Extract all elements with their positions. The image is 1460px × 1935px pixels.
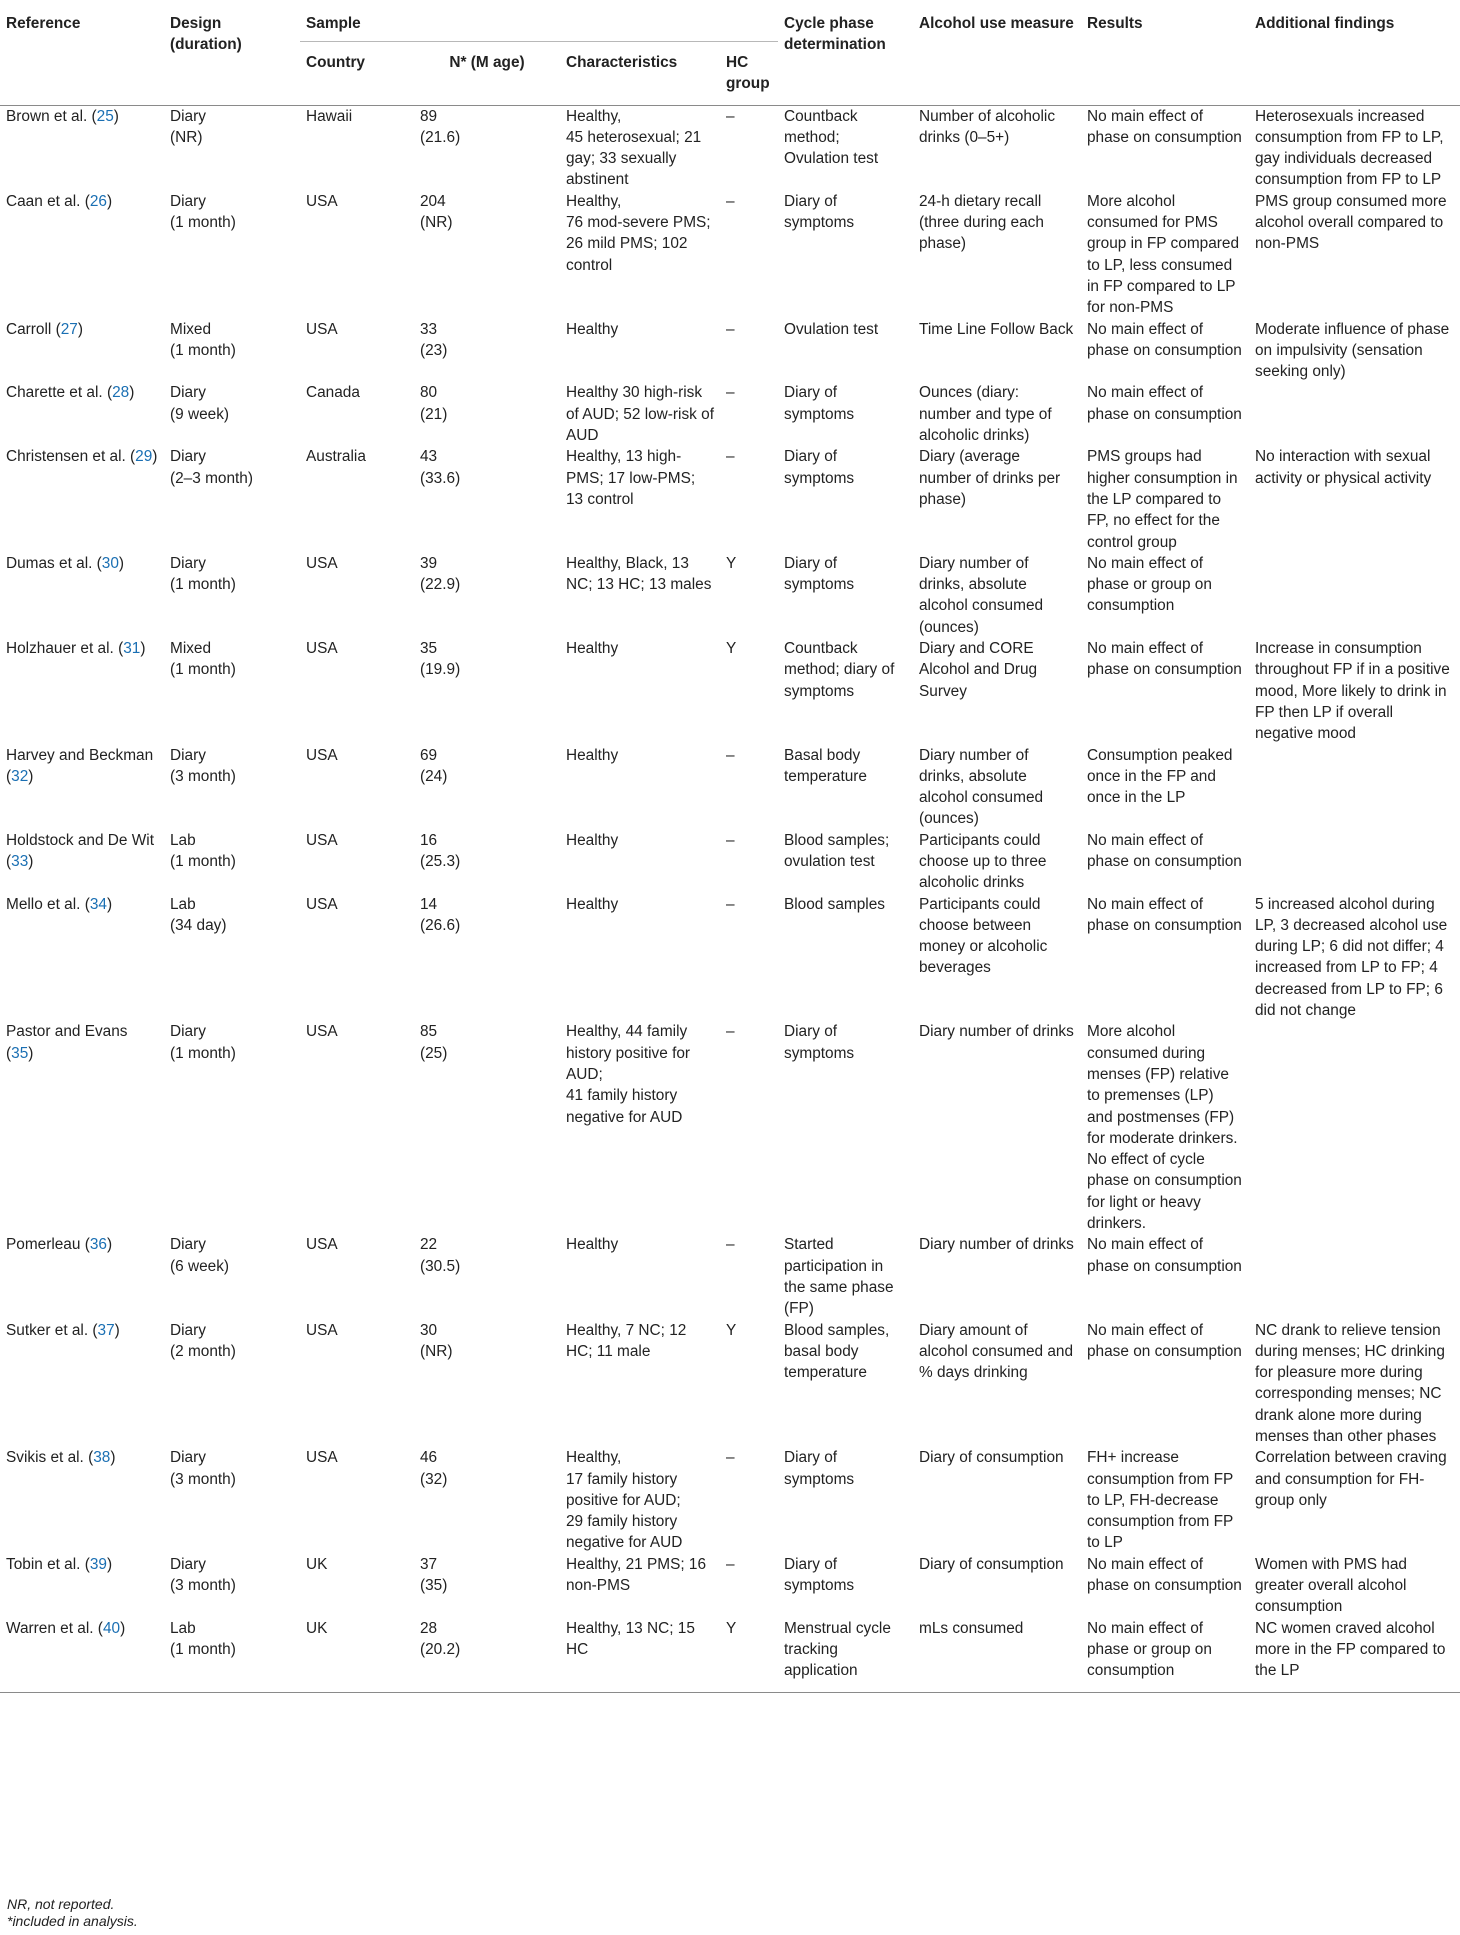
header-hc: HC group [720, 42, 778, 106]
cell-alcohol-measure: Diary amount of alcohol consumed and % days drinking [919, 1321, 1074, 1382]
cell-design: Lab (34 day) [170, 895, 227, 934]
cell-alcohol-measure: Participants could choose up to three alcoholic drinks [919, 831, 1047, 892]
cell-characteristics: Healthy, 44 family history positive for AUD; 41 family history negative for AUD [566, 1023, 691, 1126]
cell-hc: – [726, 746, 735, 764]
cell-design: Diary (6 week) [170, 1236, 230, 1275]
citation-link[interactable]: 30 [101, 554, 119, 572]
cell-n: 14 (26.6) [420, 895, 461, 934]
cell-additional: PMS group consumed more alcohol overall compared to non-PMS [1255, 192, 1447, 253]
header-n: N* (M age) [414, 42, 560, 106]
cell-country: USA [306, 1236, 338, 1254]
table-notes [7, 1896, 138, 1930]
header-country: Country [300, 42, 414, 106]
cell-n: 35 (19.9) [420, 640, 461, 679]
citation-link[interactable]: 25 [96, 107, 114, 125]
cell-n: 69 (24) [420, 746, 448, 785]
cell-results: No main effect of phase or group on consumption [1087, 554, 1212, 615]
table-row [0, 830, 1460, 894]
cell-reference: Mello et al. (34) [6, 895, 113, 913]
cell-country: Hawaii [306, 107, 353, 125]
cell-cycle-phase: Diary of symptoms [784, 1555, 855, 1595]
cell-reference: Pomerleau (36) [6, 1236, 113, 1254]
cell-characteristics: Healthy, 45 heterosexual; 21 gay; 33 sexually abstinent [566, 107, 702, 189]
table-row [0, 191, 1460, 319]
citation-link[interactable]: 34 [89, 895, 107, 913]
cell-hc: – [726, 1555, 735, 1573]
cell-hc: – [726, 1023, 735, 1041]
header-additional: Additional findings [1249, 0, 1460, 105]
cell-reference: Svikis et al. (38) [6, 1449, 116, 1467]
cell-results: Consumption peaked once in the FP and once in the LP [1087, 746, 1233, 807]
cell-hc: Y [726, 1321, 737, 1339]
table-row [0, 319, 1460, 383]
table-row [0, 553, 1460, 638]
table-row [0, 745, 1460, 830]
header-reference: Reference [0, 0, 164, 105]
cell-results: No main effect of phase or group on consumption [1081, 1618, 1249, 1692]
cell-design: Lab (1 month) [170, 831, 236, 870]
cell-alcohol-measure: Diary number of drinks [919, 1023, 1074, 1041]
cell-additional: Moderate influence of phase on impulsivity (sensation seeking only) [1255, 320, 1450, 381]
table-row [0, 1234, 1460, 1319]
header-alcohol-measure: Alcohol use measure [913, 0, 1081, 105]
cell-results: No main effect of phase on consumption [1087, 384, 1242, 423]
cell-design: Diary (1 month) [170, 192, 236, 232]
cell-characteristics: Healthy [566, 640, 619, 658]
cell-cycle-phase: Blood samples; ovulation test [784, 831, 890, 870]
cell-country: USA [306, 554, 338, 572]
cell-n: 89 (21.6) [420, 107, 461, 146]
cell-results: No main effect of phase on consumption [1087, 1236, 1242, 1275]
cell-country: USA [306, 746, 338, 764]
note-included: *included in analysis. [7, 1913, 138, 1929]
cell-hc: Y [726, 554, 737, 572]
cell-additional: 5 increased alcohol during LP, 3 decreased alcohol use during LP; 6 did not differ; 4 increased from LP to FP; 4 decreased from LP to FP; 6 did not change [1255, 895, 1448, 1020]
cell-hc: – [726, 384, 735, 402]
cell-characteristics: Healthy [566, 320, 619, 338]
cell-design: Diary (NR) [170, 107, 206, 146]
cell-hc: – [726, 107, 735, 125]
cell-reference: Warren et al. (40) [0, 1618, 164, 1692]
cell-results: No main effect of phase on consumption [1087, 107, 1242, 146]
cell-cycle-phase: Menstrual cycle tracking application [778, 1618, 913, 1692]
cell-characteristics: Healthy 30 high-risk of AUD; 52 low-risk of AUD [566, 384, 714, 445]
cell-reference: Pastor and Evans (35) [6, 1023, 128, 1062]
citation-link[interactable]: 26 [89, 192, 107, 210]
citation-link[interactable]: 35 [11, 1044, 29, 1062]
header-sample: Sample [300, 0, 778, 42]
citation-link[interactable]: 40 [102, 1619, 121, 1637]
citation-link[interactable]: 29 [135, 448, 153, 466]
cell-hc: – [726, 1449, 735, 1467]
cell-n: 37 (35) [420, 1555, 448, 1595]
cell-results: No main effect of phase on consumption [1087, 895, 1242, 934]
cell-additional: Correlation between craving and consumption for FH- group only [1255, 1449, 1447, 1509]
cell-cycle-phase: Countback method; Ovulation test [784, 107, 879, 168]
cell-results: No main effect of phase on consumption [1087, 1555, 1242, 1595]
cell-design: Diary (1 month) [170, 1023, 236, 1062]
cell-alcohol-measure: Diary number of drinks [919, 1236, 1074, 1254]
cell-cycle-phase: Diary of symptoms [784, 1023, 855, 1062]
cell-country: USA [306, 1321, 338, 1339]
cell-alcohol-measure: Diary and CORE Alcohol and Drug Survey [919, 640, 1038, 700]
cell-reference: Caan et al. (26) [6, 192, 113, 210]
citation-link[interactable]: 28 [112, 384, 130, 402]
cell-n: 43 (33.6) [420, 448, 461, 487]
cell-additional: NC drank to relieve tension during menses; HC drinking for pleasure more during corresponding menses; NC drank alone more during menses than other phases [1255, 1321, 1445, 1445]
cell-design: Diary (1 month) [170, 554, 236, 594]
table-row [0, 1554, 1460, 1618]
cell-results: FH+ increase consumption from FP to LP, FH-decrease consumption from FP to LP [1087, 1449, 1233, 1552]
cell-hc: – [726, 448, 735, 466]
cell-characteristics: Healthy [566, 895, 619, 913]
cell-additional [1249, 830, 1460, 894]
citation-link[interactable]: 39 [89, 1555, 107, 1573]
cell-alcohol-measure: Diary number of drinks, absolute alcohol consumed (ounces) [919, 746, 1044, 828]
cell-country: USA [306, 895, 338, 913]
cell-characteristics: Healthy [566, 831, 619, 849]
cell-alcohol-measure: Diary of consumption [919, 1555, 1064, 1573]
cell-cycle-phase: Diary of symptoms [784, 192, 855, 232]
cell-hc: – [726, 831, 735, 849]
cell-results: More alcohol consumed for PMS group in FP compared to LP, less consumed in FP compared to LP for non-PMS [1087, 192, 1239, 317]
cell-design: Diary (2 month) [170, 1321, 236, 1360]
table-row [0, 638, 1460, 744]
cell-alcohol-measure: mLs consumed [913, 1618, 1081, 1692]
table-row [0, 1447, 1460, 1553]
cell-cycle-phase: Blood samples, basal body temperature [784, 1321, 890, 1382]
cell-additional: No interaction with sexual activity or physical activity [1255, 448, 1432, 487]
cell-design: Diary (2–3 month) [170, 448, 253, 487]
citation-link[interactable]: 36 [89, 1236, 107, 1254]
cell-country: USA [306, 1023, 338, 1041]
cell-characteristics: Healthy, 7 NC; 12 HC; 11 male [566, 1321, 687, 1360]
header-cycle-phase: Cycle phase determination [778, 0, 913, 105]
cell-design: Diary (3 month) [170, 1449, 236, 1488]
cell-design: Diary (3 month) [170, 1555, 236, 1595]
cell-n: 33 (23) [420, 320, 448, 359]
cell-country: USA [306, 1449, 338, 1467]
table-body [0, 105, 1460, 1692]
table-row [0, 446, 1460, 552]
cell-characteristics: Healthy, 13 NC; 15 HC [560, 1618, 720, 1692]
cell-reference: Dumas et al. (30) [6, 554, 125, 572]
cell-country: USA [306, 320, 338, 338]
citation-link[interactable]: 31 [123, 640, 141, 658]
cell-characteristics: Healthy [566, 746, 619, 764]
cell-reference: Charette et al. (28) [6, 384, 135, 402]
cell-n: 204 (NR) [420, 192, 453, 232]
cell-additional: Women with PMS had greater overall alcohol consumption [1255, 1555, 1407, 1616]
cell-additional [1249, 1021, 1460, 1234]
cell-alcohol-measure: Time Line Follow Back [919, 320, 1074, 338]
cell-n: 22 (30.5) [420, 1236, 461, 1275]
cell-country: Canada [306, 384, 360, 402]
cell-cycle-phase: Ovulation test [784, 320, 879, 338]
cell-cycle-phase: Diary of symptoms [784, 384, 855, 423]
cell-n: 46 (32) [420, 1449, 448, 1488]
cell-hc: – [726, 1236, 735, 1254]
cell-alcohol-measure: Participants could choose between money or alcoholic beverages [919, 895, 1048, 977]
cell-reference: Harvey and Beckman (32) [6, 746, 154, 785]
cell-cycle-phase: Diary of symptoms [784, 554, 855, 594]
cell-cycle-phase: Blood samples [784, 895, 885, 913]
cell-n: 80 (21) [420, 384, 448, 423]
cell-hc: – [726, 320, 735, 338]
cell-results: No main effect of phase on consumption [1087, 320, 1242, 359]
cell-additional: NC women craved alcohol more in the FP compared to the LP [1249, 1618, 1460, 1692]
cell-characteristics: Healthy, 13 high-PMS; 17 low-PMS; 13 control [566, 448, 696, 508]
table-row [0, 1021, 1460, 1234]
cell-reference: Christensen et al. (29) [6, 448, 158, 466]
cell-reference: Tobin et al. (39) [6, 1555, 113, 1573]
cell-design: Diary (9 week) [170, 384, 230, 423]
cell-results: More alcohol consumed during menses (FP) relative to premenses (LP) and postmenses (FP) for moderate drinkers. No effect of cycle phase on consumption for light or heavy drinkers. [1087, 1023, 1242, 1233]
cell-hc: – [726, 895, 735, 913]
cell-n: 85 (25) [420, 1023, 448, 1062]
cell-n: 28 (20.2) [414, 1618, 560, 1692]
cell-results: No main effect of phase on consumption [1087, 1321, 1242, 1360]
cell-design: Diary (3 month) [170, 746, 236, 785]
cell-cycle-phase: Basal body temperature [784, 746, 867, 785]
cell-design: Mixed (1 month) [170, 640, 236, 679]
table-row [0, 894, 1460, 1022]
cell-design: Mixed (1 month) [170, 320, 236, 359]
citation-link[interactable]: 37 [97, 1321, 115, 1339]
cell-country: Australia [306, 448, 366, 466]
cell-additional [1249, 382, 1460, 446]
cell-alcohol-measure: Number of alcoholic drinks (0–5+) [919, 107, 1056, 146]
citation-link[interactable]: 32 [11, 767, 29, 785]
cell-country: USA [306, 192, 338, 210]
cell-hc: – [726, 192, 735, 210]
cell-characteristics: Healthy, 76 mod-severe PMS; 26 mild PMS; 102 control [566, 192, 711, 274]
table-row [0, 105, 1460, 191]
cell-alcohol-measure: Diary number of drinks, absolute alcohol consumed (ounces) [919, 554, 1044, 636]
cell-alcohol-measure: Diary (average number of drinks per phase) [919, 448, 1061, 508]
cell-alcohol-measure: 24-h dietary recall (three during each phase) [919, 192, 1044, 253]
cell-characteristics: Healthy, 21 PMS; 16 non-PMS [566, 1555, 707, 1595]
cell-results: PMS groups had higher consumption in the LP compared to FP, no effect for the control group [1087, 448, 1238, 551]
header-results: Results [1081, 0, 1249, 105]
header-design: Design (duration) [164, 0, 300, 105]
table-row [0, 382, 1460, 446]
cell-additional: Increase in consumption throughout FP if in a positive mood, More likely to drink in FP then LP if overall negative mood [1255, 640, 1450, 743]
cell-country: UK [300, 1618, 414, 1692]
cell-reference: Holzhauer et al. (31) [6, 640, 146, 658]
cell-characteristics: Healthy [566, 1236, 619, 1254]
cell-additional [1249, 553, 1460, 638]
cell-cycle-phase: Started participation in the same phase (FP) [784, 1236, 894, 1318]
cell-reference: Sutker et al. (37) [6, 1321, 120, 1339]
cell-hc: Y [726, 640, 737, 658]
cell-results: No main effect of phase on consumption [1087, 640, 1242, 679]
citation-link[interactable]: 33 [11, 852, 29, 870]
cell-design: Lab (1 month) [164, 1618, 300, 1692]
citation-link[interactable]: 38 [93, 1449, 111, 1467]
cell-n: 16 (25.3) [420, 831, 461, 870]
cell-additional [1249, 1234, 1460, 1319]
cell-characteristics: Healthy, Black, 13 NC; 13 HC; 13 males [566, 554, 712, 594]
cell-alcohol-measure: Diary of consumption [919, 1449, 1064, 1467]
note-nr: NR, not reported. [7, 1896, 115, 1912]
cell-n: 39 (22.9) [420, 554, 461, 594]
cell-reference: Holdstock and De Wit (33) [6, 831, 154, 870]
cell-country: USA [306, 640, 338, 658]
cell-results: No main effect of phase on consumption [1087, 831, 1242, 870]
cell-alcohol-measure: Ounces (diary: number and type of alcoholic drinks) [919, 384, 1052, 445]
cell-cycle-phase: Diary of symptoms [784, 448, 855, 487]
cell-cycle-phase: Diary of symptoms [784, 1449, 855, 1488]
cell-characteristics: Healthy, 17 family history positive for AUD; 29 family history negative for AUD [566, 1449, 683, 1552]
cell-n: 30 (NR) [420, 1321, 453, 1360]
header-characteristics: Characteristics [560, 42, 720, 106]
cell-reference: Carroll (27) [6, 320, 83, 338]
cell-additional [1249, 745, 1460, 830]
cell-cycle-phase: Countback method; diary of symptoms [784, 640, 895, 700]
cell-country: USA [306, 831, 338, 849]
cell-additional: Heterosexuals increased consumption from FP to LP, gay individuals decreased consumption from FP to LP [1255, 107, 1444, 189]
table-row [0, 1618, 1460, 1692]
cell-country: UK [306, 1555, 328, 1573]
citation-link[interactable]: 27 [60, 320, 78, 338]
cell-reference: Brown et al. (25) [6, 107, 119, 125]
cell-hc: Y [720, 1618, 778, 1692]
table-row [0, 1320, 1460, 1448]
